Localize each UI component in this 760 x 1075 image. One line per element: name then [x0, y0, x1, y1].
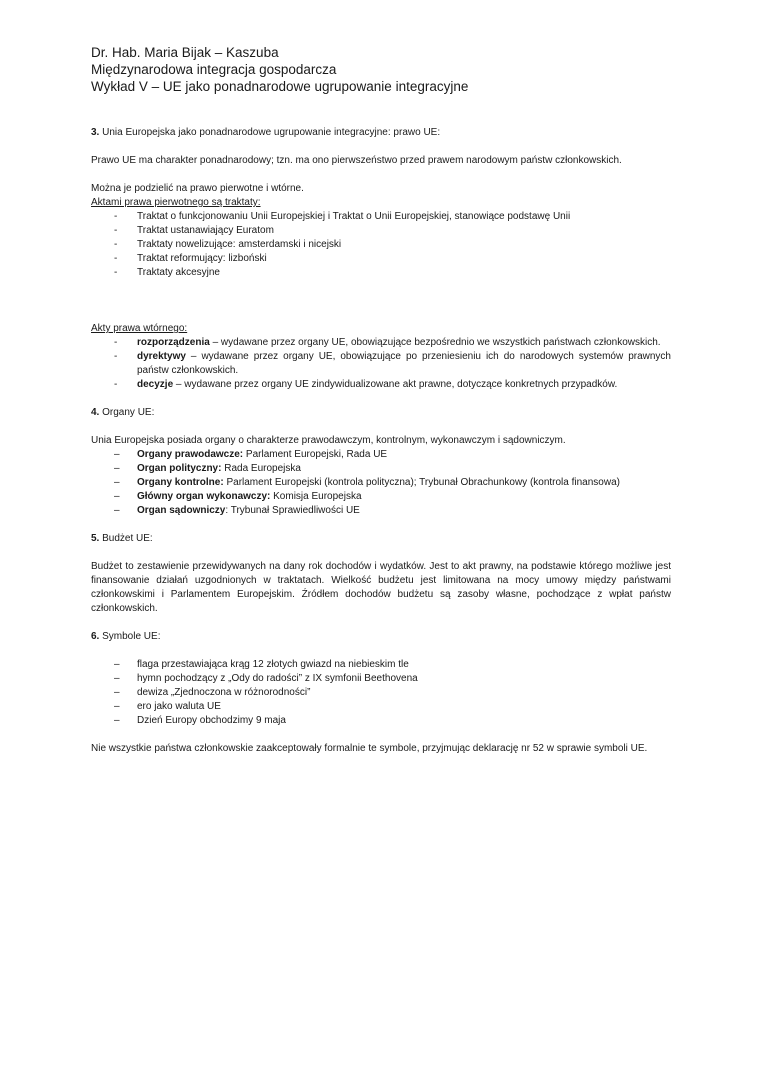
paragraph: Unia Europejska posiada organy o charakterze prawodawczym, kontrolnym, wykonawczym i sądowniczym. — [91, 435, 566, 446]
list-item: – Organy kontrolne: Parlament Europejski (kontrola polityczna); Trybunał Obrachunkowy (kontrola finansowa) — [114, 477, 620, 488]
section-3-title: Unia Europejska jako ponadnarodowe ugrupowanie integracyjne: prawo UE: — [99, 127, 441, 138]
list-item: - Traktaty nowelizujące: amsterdamski i nicejski — [114, 239, 342, 250]
section-4-heading — [91, 406, 671, 420]
bullet: - — [114, 351, 118, 362]
primary-law-heading: Aktami prawa pierwotnego są traktaty: — [91, 197, 261, 208]
list-item: – Główny organ wykonawczy: Komisja Europejska — [114, 491, 362, 502]
bullet: – — [114, 463, 120, 474]
list-item: - dyrektywy – wydawane przez organy UE, obowiązujące po przeniesieniu ich do narodowych systemów prawnych państw członkowskich. — [114, 351, 671, 376]
list-item: – hymn pochodzący z „Ody do radości” z IX symfonii Beethovena — [114, 673, 418, 684]
list-item: - decyzje – wydawane przez organy UE zindywidualizowane akt prawne, dotyczące konkretnych przypadków. — [114, 379, 618, 390]
bullet: – — [114, 449, 120, 460]
bullet: - — [114, 337, 118, 348]
section-4-title: Organy UE: — [99, 407, 155, 418]
list-item: – Organy prawodawcze: Parlament Europejski, Rada UE — [114, 449, 388, 460]
author-line: Dr. Hab. Maria Bijak – Kaszuba — [91, 45, 279, 60]
list-item: – Organ sądowniczy: Trybunał Sprawiedliwości UE — [114, 505, 360, 516]
list-item: - Traktat reformujący: lizboński — [114, 253, 267, 264]
lecture-title: Wykład V – UE jako ponadnarodowe ugrupowanie integracyjne — [91, 79, 469, 94]
section-3-heading — [91, 126, 671, 140]
symbols-list — [91, 658, 671, 728]
list-item: - Traktat o funkcjonowaniu Unii Europejskiej i Traktat o Unii Europejskiej, stanowiące podstawę Unii — [114, 211, 571, 222]
bullet: – — [114, 715, 120, 726]
list-item: – ero jako waluta UE — [114, 701, 221, 712]
section-6-number: 6. — [91, 631, 100, 642]
section-5-title: Budżet UE: — [99, 533, 153, 544]
secondary-law-list — [91, 336, 671, 392]
list-item: - Traktat ustanawiający Euratom — [114, 225, 274, 236]
primary-law-list — [91, 210, 671, 280]
bullet: – — [114, 673, 120, 684]
course-title: Międzynarodowa integracja gospodarcza — [91, 62, 337, 77]
list-item: – Organ polityczny: Rada Europejska — [114, 463, 301, 474]
list-item: – Dzień Europy obchodzimy 9 maja — [114, 715, 286, 726]
bullet: - — [114, 267, 118, 278]
section-5-heading — [91, 532, 671, 546]
section-4-number: 4. — [91, 407, 100, 418]
bullet: - — [114, 253, 118, 264]
paragraph: Budżet to zestawienie przewidywanych na dany rok dochodów i wydatków. Jest to akt prawny, na podstawie którego możliwe jest finansowanie działań uzgodnionych w traktatach. Wielkość budżetu jest limitowana na mocy umowy między państwami członkowskimi i Parlamentem Europejskim. Źródłem dochodów budżetu są zasoby własne, pochodzące z wpłat państw członkowskich. — [91, 561, 671, 614]
organs-list — [91, 448, 671, 518]
section-3-number: 3. — [91, 127, 100, 138]
bullet: – — [114, 701, 120, 712]
section-5-number: 5. — [91, 533, 100, 544]
bullet: – — [114, 659, 120, 670]
bullet: - — [114, 239, 118, 250]
document-body — [91, 126, 671, 756]
list-item: - rozporządzenia – wydawane przez organy UE, obowiązujące bezpośrednio we wszystkich państwach członkowskich. — [114, 337, 661, 348]
section-6-heading — [91, 630, 671, 644]
bullet: – — [114, 505, 120, 516]
secondary-law-heading: Akty prawa wtórnego: — [91, 323, 188, 334]
paragraph: Można je podzielić na prawo pierwotne i wtórne. — [91, 183, 304, 194]
list-item: – dewiza „Zjednoczona w różnorodności” — [114, 687, 311, 698]
bullet: - — [114, 379, 118, 390]
closing-paragraph: Nie wszystkie państwa członkowskie zaakceptowały formalnie te symbole, przyjmując deklarację nr 52 w sprawie symboli UE. — [91, 743, 648, 754]
bullet: – — [114, 491, 120, 502]
bullet: - — [114, 211, 118, 222]
bullet: – — [114, 687, 120, 698]
bullet: - — [114, 225, 118, 236]
list-item: – flaga przestawiająca krąg 12 złotych gwiazd na niebieskim tle — [114, 659, 409, 670]
list-item: - Traktaty akcesyjne — [114, 267, 220, 278]
section-6-title: Symbole UE: — [99, 631, 161, 642]
document-header — [91, 44, 468, 95]
paragraph: Prawo UE ma charakter ponadnarodowy; tzn. ma ono pierwszeństwo przed prawem narodowym państw członkowskich. — [91, 155, 622, 166]
bullet: – — [114, 477, 120, 488]
